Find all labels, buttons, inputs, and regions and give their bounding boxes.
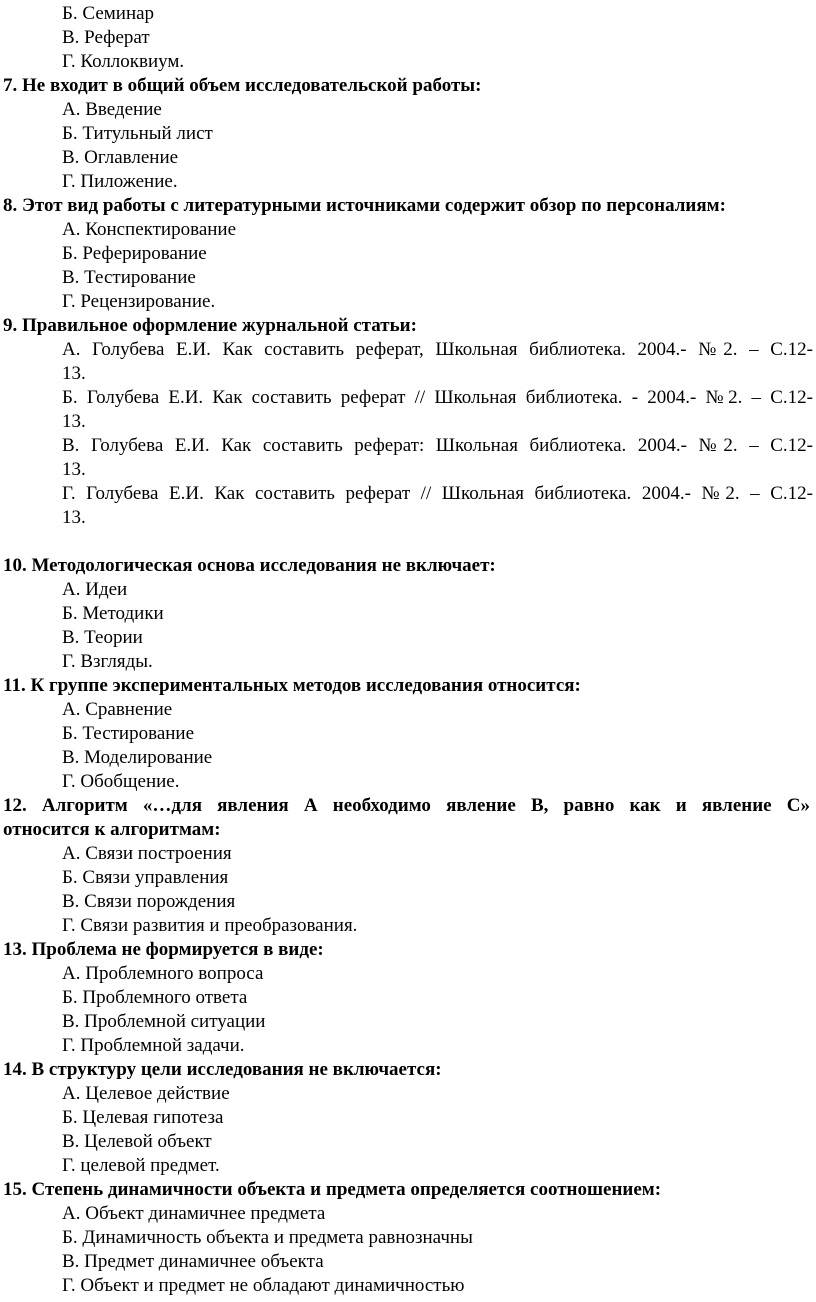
option-line: В. Моделирование — [62, 747, 213, 768]
option-line: В. Связи порождения — [62, 891, 236, 912]
question-heading: 9. Правильное оформление журнальной статьи: — [3, 315, 417, 336]
option-line: Г. Объект и предмет не обладают динамичностью — [62, 1275, 465, 1296]
option-line: Г. целевой предмет. — [62, 1155, 220, 1176]
option-line-continuation: 13. — [62, 411, 86, 432]
option-line: Б. Тестирование — [62, 723, 195, 744]
option-line: Г. Коллоквиум. — [62, 51, 185, 72]
option-line: В. Теории — [62, 627, 143, 648]
option-line: А. Сравнение — [62, 699, 173, 720]
option-line: В. Тестирование — [62, 267, 196, 288]
option-line: Г. Пиложение. — [62, 171, 178, 192]
option-line: А. Голубева Е.И. Как составить реферат, Школьная библиотека. 2004.- №2. – С.12- — [62, 339, 813, 360]
option-line: А. Целевое действие — [62, 1083, 230, 1104]
option-line: В. Проблемной ситуации — [62, 1011, 266, 1032]
option-line: А. Проблемного вопроса — [62, 963, 264, 984]
option-line: В. Оглавление — [62, 147, 179, 168]
option-line: Б. Связи управления — [62, 867, 229, 888]
question-heading: 12. Алгоритм «…для явления А необходимо явление В, равно как и явление С» — [3, 795, 810, 816]
option-line: Б. Реферирование — [62, 243, 207, 264]
option-line: Г. Связи развития и преобразования. — [62, 915, 358, 936]
option-line: В. Голубева Е.И. Как составить реферат: Школьная библиотека. 2004.- №2. – С.12- — [62, 435, 813, 456]
option-line: А. Идеи — [62, 579, 128, 600]
option-line: Б. Проблемного ответа — [62, 987, 248, 1008]
option-line-continuation: 13. — [62, 363, 86, 384]
option-line: А. Введение — [62, 99, 162, 120]
question-heading: 7. Не входит в общий объем исследовательской работы: — [3, 75, 482, 96]
option-line: Г. Рецензирование. — [62, 291, 216, 312]
option-line: Б. Динамичность объекта и предмета равнозначны — [62, 1227, 473, 1248]
question-heading: 8. Этот вид работы с литературными источниками содержит обзор по персоналиям: — [3, 195, 726, 216]
option-line: А. Связи построения — [62, 843, 232, 864]
option-line: Г. Проблемной задачи. — [62, 1035, 245, 1056]
option-line-continuation: 13. — [62, 507, 86, 528]
question-heading: 11. К группе экспериментальных методов исследования относится: — [3, 675, 581, 696]
option-line: Г. Голубева Е.И. Как составить реферат // Школьная библиотека. 2004.- №2. – С.12- — [62, 483, 813, 504]
option-line: В. Предмет динамичнее объекта — [62, 1251, 324, 1272]
option-line: Г. Обобщение. — [62, 771, 180, 792]
option-line: Б. Голубева Е.И. Как составить реферат // Школьная библиотека. - 2004.- №2. – С.12- — [62, 387, 813, 408]
option-line: Б. Методики — [62, 603, 164, 624]
question-heading-continuation: относится к алгоритмам: — [3, 819, 221, 840]
option-line: А. Конспектирование — [62, 219, 237, 240]
question-heading: 10. Методологическая основа исследования не включает: — [3, 555, 496, 576]
option-line: Г. Взгляды. — [62, 651, 153, 672]
option-line: В. Целевой объект — [62, 1131, 212, 1152]
option-line: А. Объект динамичнее предмета — [62, 1203, 326, 1224]
option-line-continuation: 13. — [62, 459, 86, 480]
option-line: Б. Целевая гипотеза — [62, 1107, 224, 1128]
question-heading: 15. Степень динамичности объекта и предмета определяется соотношением: — [3, 1179, 662, 1200]
question-heading: 14. В структуру цели исследования не включается: — [3, 1059, 442, 1080]
question-heading: 13. Проблема не формируется в виде: — [3, 939, 324, 960]
option-line: Б. Титульный лист — [62, 123, 213, 144]
option-line: В. Реферат — [62, 27, 150, 48]
option-line: Б. Семинар — [62, 3, 155, 24]
